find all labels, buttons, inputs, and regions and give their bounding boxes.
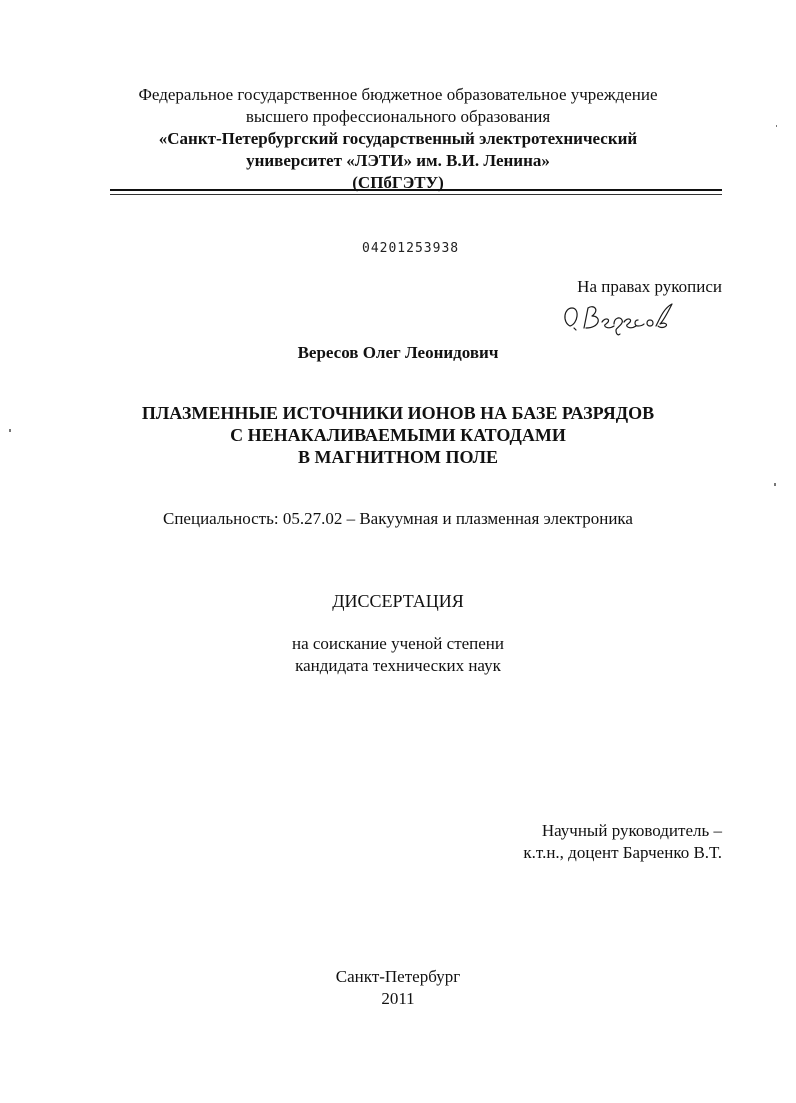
supervisor-line-1: Научный руководитель – bbox=[541, 821, 722, 840]
scan-speck bbox=[9, 429, 11, 432]
manuscript-note: На правах рукописи bbox=[577, 277, 722, 296]
header-rule-thin bbox=[110, 194, 722, 195]
header-rule-thick bbox=[110, 189, 722, 191]
catalog-number: 04201253938 bbox=[362, 241, 460, 256]
title-line-2: С НЕНАКАЛИВАЕМЫМИ КАТОДАМИ bbox=[230, 425, 566, 445]
title-line-1: ПЛАЗМЕННЫЕ ИСТОЧНИКИ ИОНОВ НА БАЗЕ РАЗРЯДОВ bbox=[141, 403, 655, 423]
city: Санкт-Петербург bbox=[335, 967, 461, 986]
institution-line-1: Федеральное государственное бюджетное образовательное учреждение bbox=[138, 85, 658, 104]
year: 2011 bbox=[381, 989, 415, 1008]
institution-line-4: университет «ЛЭТИ» им. В.И. Ленина» bbox=[246, 151, 550, 170]
scan-speck bbox=[774, 483, 776, 486]
degree-line-2: кандидата технических наук bbox=[295, 656, 501, 675]
author-signature bbox=[560, 298, 680, 338]
supervisor-line-2: к.т.н., доцент Барченко В.Т. bbox=[523, 843, 722, 862]
specialty: Специальность: 05.27.02 – Вакуумная и плазменная электроника bbox=[163, 509, 633, 528]
title-line-3: В МАГНИТНОМ ПОЛЕ bbox=[298, 447, 498, 467]
institution-line-2: высшего профессионального образования bbox=[245, 107, 551, 126]
degree-line-1: на соискание ученой степени bbox=[291, 634, 505, 653]
scan-speck bbox=[776, 125, 777, 127]
document-type: ДИССЕРТАЦИЯ bbox=[332, 591, 464, 611]
institution-abbreviation: (СПбГЭТУ) bbox=[352, 173, 444, 192]
author-name: Вересов Олег Леонидович bbox=[297, 343, 499, 362]
institution-line-3: «Санкт-Петербургский государственный электротехнический bbox=[158, 129, 638, 148]
